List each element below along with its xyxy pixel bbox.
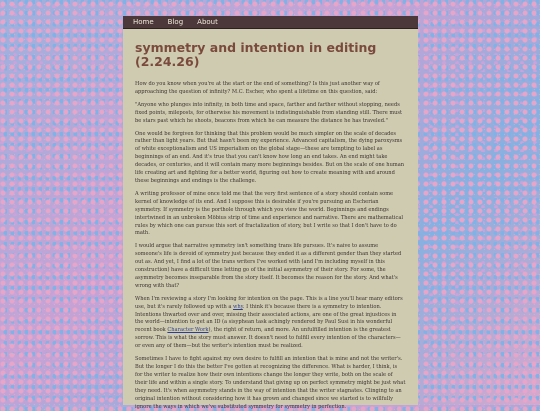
post-paragraph-1: How do you know when you're at the start or the end of something? Is this just another way of approaching the question of infinity? M.C. Escher, who spent a lifetime on this question, said:	[135, 81, 380, 95]
post-paragraph-4: A writing professor of mine once told me that the very first sentence of a story should contain some kernel of knowledge of its end. And I suppose this is desirable if you're pursuing an Escherian symmetry. If symmetry is the porthole through which you view the world. Beginnings and endings intertwined in an unbroken Möbius strip of time and experience and narrative. There are mathematical rules by which one can pursue this sort of fractalization of story, but I write so that I don't have to do math.	[135, 190, 403, 237]
post-paragraph-3: One would be forgiven for thinking that this problem would be much simpler on the scale of decades rather than light years. But that hasn't been my experience. Advanced capitalism, the dying paroxysms of white exceptionalism and US imperialism on the global stage—these are tempting to label as beginnings of an end. And it's true that you can't know how long an end takes. An end might take decades, or centuries, and it will contain many more beginnings besides. But on the scale of one human life creating art and fighting for a better world, figuring out how to create meaning with and around these beginnings and endings is the challenge.	[135, 130, 405, 184]
character-work-link[interactable]: Character Work	[167, 327, 209, 334]
post-paragraph-6	[135, 296, 406, 351]
top-navigation	[123, 16, 418, 29]
nav-link-blog[interactable]: Blog	[167, 18, 184, 26]
paragraph-6-text-b: . I think it's because there is a symmetry to intention. Intentions thwarted over and over, missing their associated actions, are one of the great injustices in the world—intention to get an ID (a sisyphean task achingly rendered by Paul Susi in his wonderful recent book	[135, 303, 397, 334]
post-card	[123, 29, 418, 410]
paragraph-6-text-a: When I'm reviewing a story I'm looking for intention on the page. This is a line you'll hear many editors use, but it's rarely followed up with a	[135, 295, 403, 310]
post-title: symmetry and intention in editing (2.24.26)	[135, 40, 377, 69]
nav-link-home[interactable]: Home	[133, 18, 154, 26]
paragraph-6-text-c: ), the right of return, and more. An unfulfilled intention is the greatest sorrow. This is what the story must answer. It doesn't need to fulfill every intention of the characters—or even any of them—but the writer's intention must be realized.	[135, 327, 401, 350]
post-blockquote-escher: "Anyone who plunges into infinity, in both time and space, farther and farther without stopping, needs fixed points, mileposts, for otherwise his movement is indistinguishable from standing still. There must be stars past which he shoots, beacons from which he can measure the distance he has traveled."	[135, 101, 403, 124]
post-paragraph-7: Sometimes I have to fight against my own desire to fulfill an intention that is mine and not the writer's. But the longer I do this the better I've gotten at recognizing the difference. What is harder, I think, is for the writer to realize how their own intentions change the longer they write, both on the scale of their life and within a single story. To understand that giving up on perfect symmetry might be just what they need. It's when asymmetry stands in the way of intention that the writer stagnates. Clinging to an original intention without considering how it has grown and changed since we started is to willfully ignore the ways in which we've substituted symmetry for symmetry in perfection.	[135, 356, 406, 410]
post-paragraph-5: I would argue that narrative symmetry isn't something trans life pursues. It's naive to assume someone's life is devoid of symmetry just because they ended it as a different gender than they started out as. And yet, I find a lot of the trans writers I've worked with (and I'm including myself in this construction) have a difficult time letting go of the initial asymmetry of their story. For some, the asymmetry becomes inseparable from the story itself. It becomes the reason for the story. And what's wrong with that?	[135, 243, 402, 289]
why-link[interactable]: why	[233, 303, 243, 310]
nav-link-about[interactable]: About	[197, 18, 218, 26]
